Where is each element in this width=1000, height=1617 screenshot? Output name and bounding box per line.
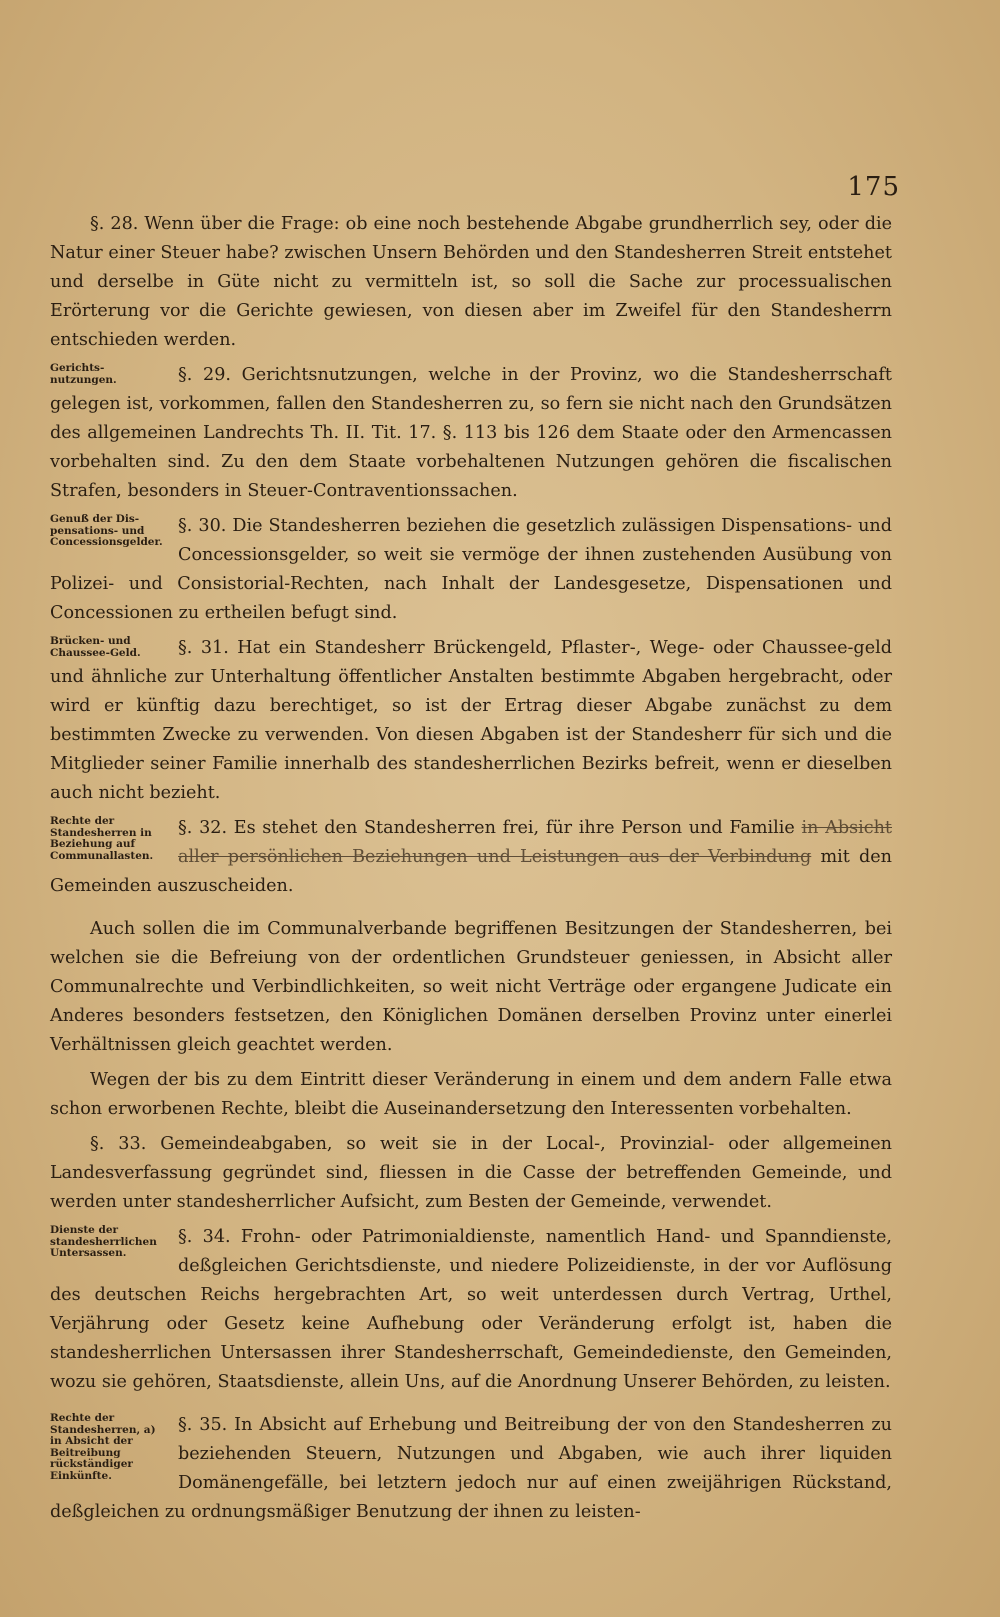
paragraph-text: §. 33. Gemeindeabgaben, so weit sie in der Local-, Provinzial- oder allgemeinen Landesverfassung gegründet sind, fliessen in die Casse der betreffenden Gemeinde, und werden unter standesherrlicher Aufsicht, zum Besten der Gemeinde, verwendet.	[50, 1134, 892, 1212]
paragraph-s31	[50, 634, 892, 808]
page-text	[50, 210, 892, 1533]
paragraph-s32	[50, 814, 892, 901]
paragraph-s32-transition	[50, 1066, 892, 1124]
paragraph-text: Auch sollen die im Communalverbande begriffenen Besitzungen der Standesherren, bei welchen sie die Befreiung von der ordentlichen Grundsteuer geniessen, in Absicht aller Communalrechte und Verbindlichkeiten, so weit nicht Verträge oder ergangene Judicate ein Anderes besonders festsetzen, den Königlichen Domänen derselben Provinz unter einerlei Verhältnissen gleich geachtet werden.	[50, 919, 892, 1055]
paragraph-text: §. 30. Die Standesherren beziehen die gesetzlich zulässigen Dispensations- und Concessionsgelder, so weit sie vermöge der ihnen zustehenden Ausübung von Polizei- und Consistorial-Rechten, nach Inhalt der Landesgesetze, Dispensationen und Concessionen zu ertheilen befugt sind.	[50, 516, 892, 623]
paragraph-s29	[50, 361, 892, 506]
margin-note: Rechte der Standesherren in Beziehung auf Communallasten.	[50, 815, 154, 862]
paragraph-s35	[50, 1411, 892, 1527]
margin-note: Brücken- und Chaussee-Geld.	[50, 635, 141, 659]
margin-note: Genuß der Dis-pensations- und Concessionsgelder.	[50, 513, 163, 548]
paragraph-s34	[50, 1223, 892, 1397]
paragraph-s28	[50, 210, 892, 355]
paragraph-s30	[50, 512, 892, 628]
margin-note: Gerichts-nutzungen.	[50, 362, 117, 386]
margin-note: Dienste der standesherrlichen Untersassen.	[50, 1224, 157, 1259]
paragraph-s32-communal	[50, 915, 892, 1060]
struck-text: in Absicht aller persönlichen Beziehungen und Leistungen aus der Verbindung	[178, 818, 892, 867]
paragraph-text: §. 34. Frohn- oder Patrimonialdienste, namentlich Hand- und Spanndienste, deßgleichen Gerichtsdienste, und niedere Polizeidienste, in der vor Auflösung des deutschen Reichs hergebrachten Art, so weit unterdessen durch Vertrag, Urthel, Verjährung oder Gesetz keine Aufhebung oder Veränderung erfolgt ist, haben die standesherrlichen Untersassen ihrer Standesherrschaft, Gemeindedienste, den Gemeinden, wozu sie gehören, Staatsdienste, allein Uns, auf die Anordnung Unserer Behörden, zu leisten.	[50, 1227, 892, 1392]
paragraph-text-continued: mit den Gemeinden auszuscheiden.	[50, 847, 893, 896]
paragraph-text: §. 32. Es stehet den Standesherren frei, für ihre Person und Familie	[178, 818, 795, 838]
paragraph-text: §. 29. Gerichtsnutzungen, welche in der Provinz, wo die Standesherrschaft gelegen ist, vorkommen, fallen den Standesherren zu, so fern sie nicht nach den Grundsätzen des allgemeinen Landrechts Th. II. Tit. 17. §. 113 bis 126 dem Staate oder den Armencassen vorbehalten sind. Zu den dem Staate vorbehaltenen Nutzungen gehören die fiscalischen Strafen, besonders in Steuer-Contraventionssachen.	[50, 365, 892, 501]
paragraph-s33	[50, 1130, 892, 1217]
paragraph-text: Wegen der bis zu dem Eintritt dieser Veränderung in einem und dem andern Falle etwa schon erworbenen Rechte, bleibt die Auseinandersetzung den Interessenten vorbehalten.	[50, 1070, 892, 1119]
paragraph-text: §. 31. Hat ein Standesherr Brückengeld, Pflaster-, Wege- oder Chaussee-geld und ähnliche zur Unterhaltung öffentlicher Anstalten bestimmte Abgaben hergebracht, oder wird er künftig dazu berechtiget, so ist der Ertrag dieser Abgabe zunächst zu dem bestimmten Zwecke zu verwenden. Von diesen Abgaben ist der Standesherr für sich und die Mitglieder seiner Familie innerhalb des standesherrlichen Bezirks befreit, wenn er dieselben auch nicht bezieht.	[50, 638, 892, 803]
margin-note: Rechte der Standesherren, a) in Absicht der Beitreibung rückständiger Einkünfte.	[50, 1412, 156, 1482]
paragraph-text: §. 28. Wenn über die Frage: ob eine noch bestehende Abgabe grundherrlich sey, oder die Natur einer Steuer habe? zwischen Unsern Behörden und den Standesherren Streit entstehet und derselbe in Güte nicht zu vermitteln ist, so soll die Sache zur processualischen Erörterung vor die Gerichte gewiesen, von diesen aber im Zweifel für den Standesherrn entschieden werden.	[50, 214, 892, 350]
paragraph-text: §. 35. In Absicht auf Erhebung und Beitreibung der von den Standesherren zu beziehenden Steuern, Nutzungen und Abgaben, wie auch ihrer liquiden Domänengefälle, bei letztern jedoch nur auf einen zweijährigen Rückstand, deßgleichen zu ordnungsmäßiger Benutzung der ihnen zu leisten-	[50, 1415, 892, 1522]
page-number: 175	[847, 172, 900, 202]
